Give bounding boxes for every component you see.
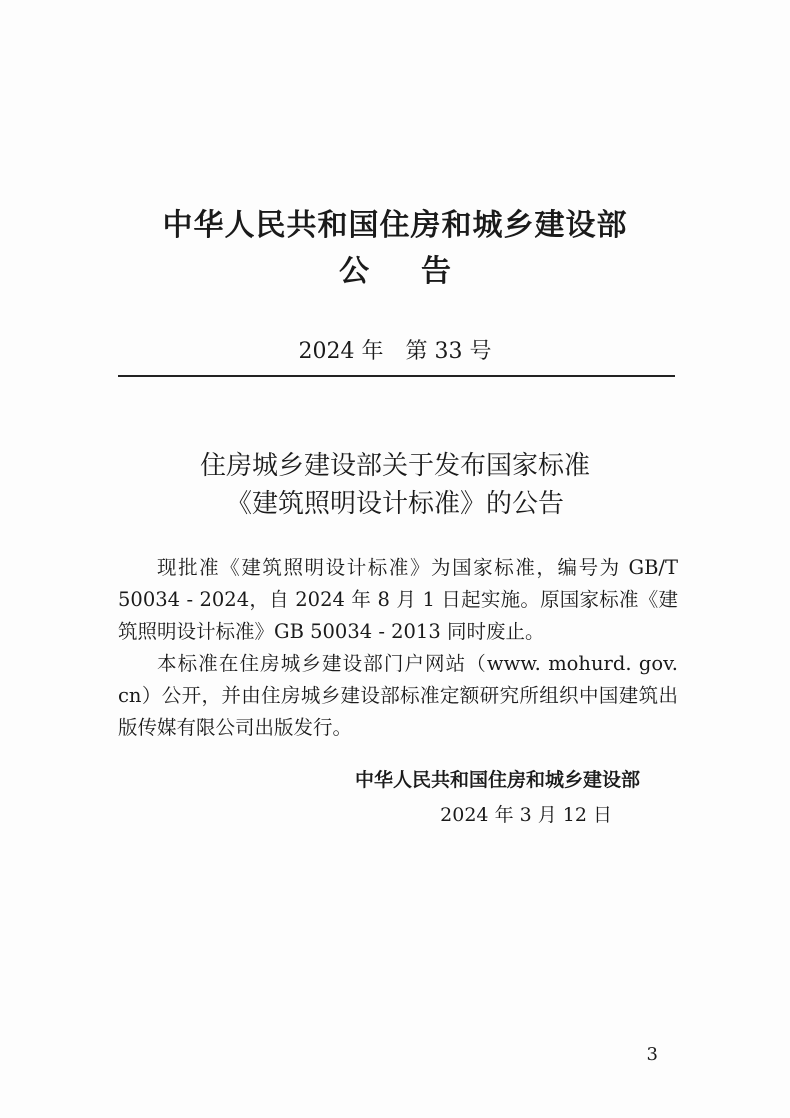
- signature-date: 2024 年 3 月 12 日: [440, 804, 612, 826]
- notice-title-line-1: 住房城乡建设部关于发布国家标准: [199, 451, 590, 481]
- notice-title: [0, 447, 790, 523]
- signature-organization: 中华人民共和国住房和城乡建设部: [354, 769, 640, 791]
- page-number: 3: [646, 1044, 658, 1065]
- document-number: 2024 年 第 33 号: [298, 339, 492, 364]
- issuer-heading: 中华人民共和国住房和城乡建设部: [162, 208, 628, 243]
- body-paragraph-1: 现批准《建筑照明设计标准》为国家标准，编号为 GB/T 50034 - 2024，自 2024 年 8 月 1 日起实施。原国家标准《建筑照明设计标准》GB 50034 - 2013 同时废止。: [118, 556, 678, 643]
- body-paragraph-2: 本标准在住房城乡建设部门户网站（www. mohurd. gov. cn）公开，并由住房城乡建设部标准定额研究所组织中国建筑出版传媒有限公司出版发行。: [118, 652, 678, 739]
- document-type-heading: 公告: [339, 254, 503, 289]
- header-divider: [118, 375, 675, 377]
- notice-title-line-2: 《建筑照明设计标准》的公告: [225, 489, 564, 519]
